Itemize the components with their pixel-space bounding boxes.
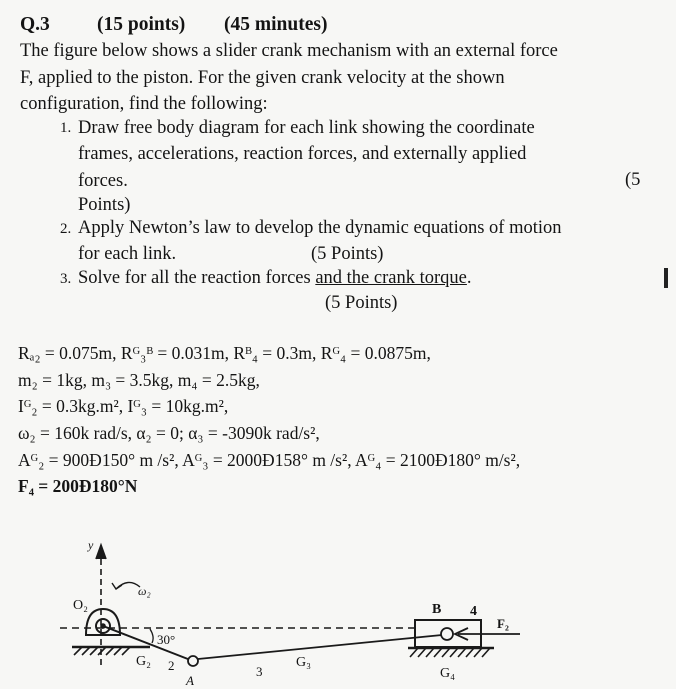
given-line-5: Aᴳ₂ = 900Đ150° m /s², Aᴳ₃ = 2000Đ158° m /s², Aᴳ₄ = 2100Đ180° m/s²,	[18, 450, 521, 470]
label-g2: G₂	[136, 654, 151, 669]
intro-line-1: The figure below shows a slider crank mechanism with an external force	[20, 41, 558, 61]
given-line-3: Iᴳ₂ = 0.3kg.m², Iᴳ₃ = 10kg.m²,	[18, 396, 229, 416]
ground-right-hatch	[410, 648, 490, 657]
label-point-b: B	[432, 602, 442, 617]
intro-line-3: configuration, find the following:	[20, 94, 268, 114]
margin-mark	[664, 268, 668, 288]
given-line-2: m₂ = 1kg, m₃ = 3.5kg, m₄ = 2.5kg,	[18, 370, 260, 390]
angle-arc	[150, 629, 153, 643]
label-link-2: 2	[168, 658, 175, 673]
label-point-a: A	[186, 673, 194, 688]
label-link-4: 4	[470, 604, 477, 619]
task-3-text-underlined: and the crank torque	[315, 268, 467, 288]
task-2-marker: 2.	[60, 221, 72, 237]
omega-arrowhead	[112, 583, 122, 589]
connecting-rod-link-3	[198, 635, 442, 659]
task-3-text-plain: Solve for all the reaction forces	[78, 268, 316, 288]
omega-arc	[116, 582, 140, 589]
task-1-line-2: frames, accelerations, reaction forces, and externally applied	[78, 144, 527, 164]
task-1-line-3: forces.	[78, 171, 128, 191]
label-y-axis: y	[88, 538, 94, 552]
given-line-1: Rₐ₂ = 0.075m, Rᴳ₃ᴮ = 0.031m, Rᴮ₄ = 0.3m, Rᴳ₄ = 0.0875m,	[18, 343, 431, 363]
given-line-4: ω₂ = 160k rad/s, α₂ = 0; α₃ = -3090k rad/s²,	[18, 423, 320, 443]
task-2-line-2: for each link.	[78, 244, 177, 264]
label-o2: O₂	[73, 598, 88, 613]
task-3-marker: 3.	[60, 271, 72, 287]
question-points: (15 points)	[97, 14, 186, 35]
joint-b	[441, 628, 453, 640]
task-1-line-1: Draw free body diagram for each link showing the coordinate	[78, 118, 535, 138]
task-1-points-a: (5	[625, 170, 641, 190]
y-axis-arrow	[96, 545, 106, 559]
slider-crank-figure	[0, 525, 676, 689]
label-g3: G₃	[296, 655, 311, 670]
question-time: (45 minutes)	[224, 14, 328, 35]
label-angle: 30°	[157, 632, 176, 647]
task-2-line-1: Apply Newton’s law to develop the dynamic equations of motion	[78, 218, 562, 238]
task-1-points-b: Points)	[78, 195, 131, 215]
label-link-3: 3	[256, 664, 263, 679]
label-force: F₂	[497, 616, 509, 631]
task-2-points: (5 Points)	[311, 244, 384, 264]
intro-line-2: F, applied to the piston. For the given crank velocity at the shown	[20, 68, 505, 88]
given-line-6: F₄ = 200Đ180°N	[18, 476, 138, 496]
task-1-marker: 1.	[60, 120, 72, 136]
task-3-text-end: .	[466, 268, 472, 288]
label-g4: G₄	[440, 666, 455, 681]
joint-a	[188, 656, 198, 666]
label-omega: ω₂	[138, 584, 151, 598]
task-3-text	[78, 267, 472, 289]
task-3-points: (5 Points)	[325, 293, 398, 313]
question-number: Q.3	[20, 14, 50, 35]
